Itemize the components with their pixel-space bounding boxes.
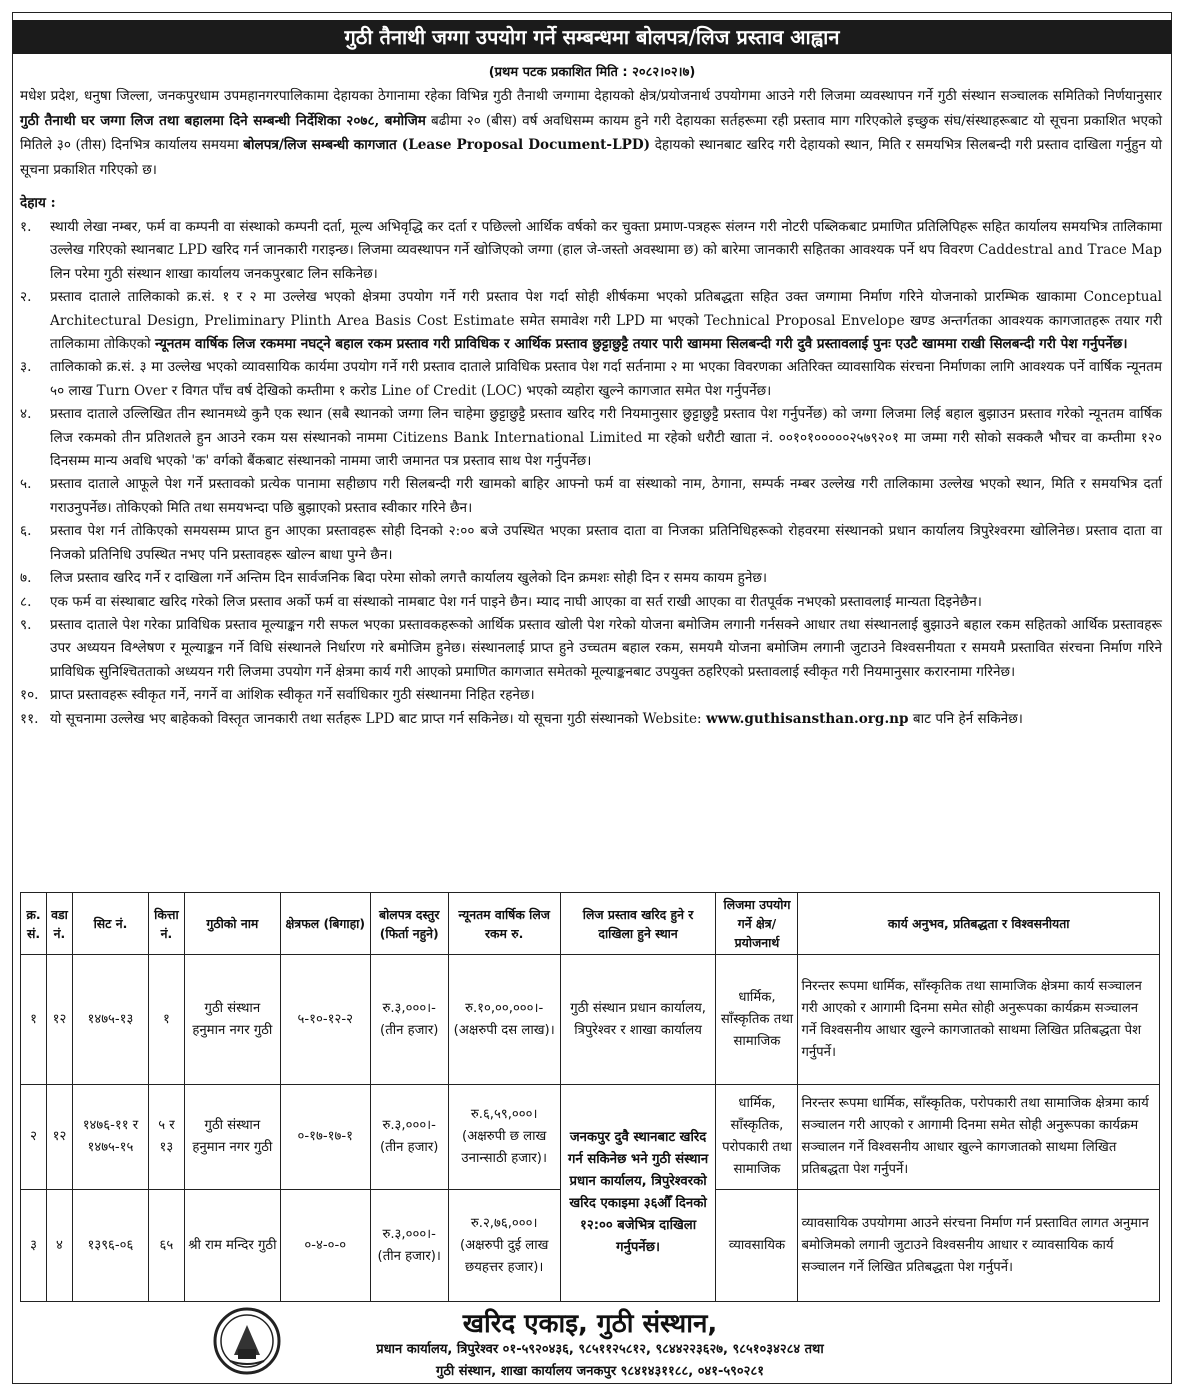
condition-item: १. स्थायी लेखा नम्बर, फर्म वा कम्पनी वा संस्थाको कम्पनी दर्ता, मूल्य अभिवृद्धि कर दर्ता र पछिल्लो आर्थिक वर्षको कर चुक्ता प्रमाण-पत्रहरू संलग्न गरी नोटरी पब्लिकबाट प्रमाणित प्रतिलिपिहरू सहित कार्यालय समयभित्र तालिकामा उल्लेख गरिएको स्थानबाट LPD खरिद गर्न जानकारी गराइन्छ। लिजमा व्यवस्थापन गर्ने खोजिएको जग्गा (हाल जे-जस्तो अवस्थामा छ) को बारेमा जानकारी सहितका आवश्यक पर्ने थप विवरण Caddestral and Trace Map लिन परेमा गुठी संस्थान शाखा कार्यालय जनकपुरबाट लिन सकिनेछ।	[20, 219, 1162, 282]
condition-item: ५. प्रस्ताव दाताले आफूले पेश गर्ने प्रस्तावको प्रत्येक पानामा सहीछाप गरी सिलबन्दी गरी खामको बाहिर आफ्नो फर्म वा संस्थाको नाम, ठेगाना, सम्पर्क नम्बर उल्लेख गरी तालिकामा उल्लेख भएको स्थान, मिति र समयभित्र दर्ता गराउनुपर्नेछ। तोकिएको मिति तथा समयभन्दा पछि बुझाएको प्रस्ताव स्वीकार गरिने छैन।	[20, 476, 1162, 516]
condition-item: ९. प्रस्ताव दाताले पेश गरेका प्राविधिक प्रस्ताव मूल्याङ्कन गरी सफल भएका प्रस्तावकहरूको आर्थिक प्रस्ताव खोली पेश गरेको योजना बमोजिम लगानी गर्नसक्ने आधार तथा संस्थानलाई बुझाउने बहाल रकम सहितको आर्थिक प्रस्तावहरू उपर अध्ययन विश्लेषण र मूल्याङ्कन गर्ने विधि संस्थानले निर्धारण गरे बमोजिम हुनेछ। संस्थानलाई प्राप्त हुने उच्चतम बहाल रकम, समयमै योजना बमोजिम लगानी जुटाउने विश्वसनीयता र समयमै प्रस्तावित संरचना निर्माण गरिने प्राविधिक सुनिश्चितताको अध्ययन गरी लिजमा उपयोग गर्ने क्षेत्रमा कार्य गरी आएको प्रमाणित कागजात समेतको मूल्याङ्कनबाट उपयुक्त ठहरिएको प्रस्तावलाई स्वीकृत गरी नियमानुसार करारनामा गरिनेछ।	[20, 616, 1162, 680]
published-date: (प्रथम पटक प्रकाशित मिति : २०८२।०२।७)	[488, 65, 696, 80]
col-ward: वडा नं.	[46, 893, 72, 955]
footer-contact-2: गुठी संस्थान, शाखा कार्यालय जनकपुर ९८४१४३११८८, ०४१-५९०२८१	[436, 1364, 764, 1379]
condition-item: ६. प्रस्ताव पेश गर्न तोकिएको समयसम्म प्राप्त हुन आएका प्रस्तावहरू सोही दिनको २:०० बजे उपस्थित भएका प्रस्ताव दाता वा निजका प्रतिनिधिहरूको रोहवरमा संस्थानको प्रधान कार्यालय त्रिपुरेश्वरमा खोलिनेछ। प्रस्ताव दाता वा निजको प्रतिनिधि उपस्थित नभए पनि प्रस्तावहरू खोल्न बाधा पुग्ने छैन।	[20, 523, 1162, 563]
col-experience: कार्य अनुभव, प्रतिबद्धता र विश्वसनीयता	[798, 893, 1160, 955]
col-area: क्षेत्रफल (बिगाहा)	[280, 893, 370, 955]
emblem-logo	[212, 1305, 282, 1377]
condition-item: ११. यो सूचनामा उल्लेख भए बाहेकको विस्तृत जानकारी तथा सर्तहरू LPD बाट प्राप्त गर्न सकिनेछ। यो सूचना गुठी संस्थानको Website: www.guthisansthan.org.np बाट पनि हेर्न सकिनेछ।	[20, 710, 1023, 727]
col-sn: क्र. सं.	[21, 893, 47, 955]
col-sheet: सिट नं.	[72, 893, 148, 955]
condition-item: ३. तालिकाको क्र.सं. ३ मा उल्लेख भएको व्यावसायिक कार्यमा उपयोग गर्ने गरी प्रस्ताव दाताले प्राविधिक प्रस्ताव पेश गर्दा सर्तनामा २ मा भएका विवरणका अतिरिक्त व्यावसायिक संरचना निर्माणका लागि आवश्यक पर्ने वार्षिक न्यूनतम ५० लाख Turn Over र विगत पाँच वर्ष देखिको कम्तीमा १ करोड Line of Credit (LOC) भएको व्यहोरा खुल्ने कागजात समेत पेश गर्नुपर्नेछ।	[20, 359, 1162, 399]
intro-paragraph: मधेश प्रदेश, धनुषा जिल्ला, जनकपुरधाम उपमहानगरपालिकामा देहायका ठेगानामा रहेका विभिन्न गुठी तैनाथी जग्गामा देहायको क्षेत्र/प्रयोजनार्थ उपयोगमा आउने गरी लिजमा व्यवस्थापन गर्ने गुठी संस्थान सञ्चालक समितिको निर्णयानुसार गुठी तैनाथी घर जग्गा लिज तथा बहालमा दिने सम्बन्धी निर्देशिका २०७८, बमोजिम बढीमा २० (बीस) वर्ष अवधिसम्म कायम हुने गरी देहायका सर्तहरूमा रही प्रस्ताव माग गरिएकोले इच्छुक संघ/संस्थाहरूबाट यो सूचना प्रकाशित भएको मितिले ३० (तीस) दिनभित्र कार्यालय समयमा बोलपत्र/लिज सम्बन्धी कागजात (Lease Proposal Document-LPD) देहायको स्थानबाट खरिद गरी देहायको स्थान, मिति र समयभित्र सिलबन्दी गरी प्रस्ताव दाखिला गर्नुहुन यो सूचना प्रकाशित गरिएको छ।	[20, 88, 1163, 178]
col-lease: न्यूनतम वार्षिक लिज रकम रु.	[448, 893, 560, 955]
purchase-place-1: गुठी संस्थान प्रधान कार्यालय, त्रिपुरेश्वर र शाखा कार्यालय	[560, 955, 716, 1085]
col-fee: बोलपत्र दस्तुर (फिर्ता नहुने)	[370, 893, 448, 955]
land-table	[20, 892, 1160, 1302]
col-place: लिज प्रस्ताव खरिद हुने र दाखिला हुने स्थान	[560, 893, 716, 955]
footer-org: खरिद एकाइ, गुठी संस्थान,	[462, 1309, 718, 1339]
condition-item: ४. प्रस्ताव दाताले उल्लिखित तीन स्थानमध्ये कुनै एक स्थान (सबै स्थानको जग्गा लिन चाहेमा छुट्टाछुट्टै प्रस्ताव खरिद गरी नियमानुसार छुट्टाछुट्टै प्रस्ताव पेश गर्नुपर्नेछ) को जग्गा लिजमा लिई बहाल बुझाउन प्रस्ताव गरेको न्यूनतम वार्षिक लिज रकमको तीन प्रतिशतले हुन आउने रकम यस संस्थानको नाममा Citizens Bank International Limited मा रहेको धरौटी खाता नं. ००१०१०००००२५७९२०१ मा जम्मा गरी सोको सक्कलै भौचर वा कम्तीमा १२० दिनसम्म मान्य अवधि भएको 'क' वर्गको बैंकबाट संस्थानको नाममा जारी जमानत पत्र प्रस्ताव साथ पेश गर्नुपर्नेछ।	[20, 406, 1162, 470]
website-link: www.guthisansthan.org.np	[705, 710, 909, 727]
col-purpose: लिजमा उपयोग गर्ने क्षेत्र/प्रयोजनार्थ	[716, 893, 798, 955]
condition-item: १०. प्राप्त प्रस्तावहरू स्वीकृत गर्ने, नगर्ने वा आंशिक स्वीकृत गर्ने सर्वाधिकार गुठी संस्थानमा निहित रहनेछ।	[20, 687, 535, 704]
conditions-label: देहाय :	[20, 195, 56, 211]
condition-item: ८. एक फर्म वा संस्थाबाट खरिद गरेको लिज प्रस्ताव अर्को फर्म वा संस्थाको नामबाट पेश गर्न पाइने छैन। म्याद नाघी आएका वा सर्त राखी आएका वा रीतपूर्वक नभएको प्रस्तावलाई मान्यता दिइनेछैन।	[20, 593, 982, 610]
table-row: ३ ४ १३९६-०६ ६५ श्री राम मन्दिर गुठी ०-४-०-० रु.३,०००।- (तीन हजार)। रु.२,७६,०००। (अक्षरुपी दुई लाख छयहत्तर हजार)। व्यावसायिक व्यावसायिक उपयोगमा आउने संरचना निर्माण गर्न प्रस्तावित लागत अनुमान बमोजिमको लगानी जुटाउने विश्वसनीय आधार र व्यावसायिक कार्य सञ्चालन गर्ने लिखित प्रतिबद्धता पेश गर्नुपर्ने।	[21, 1190, 1160, 1302]
conditions-list	[20, 216, 1162, 731]
table-row: २ १२ १४७६-११ र १४७५-१५ ५ र १३ गुठी संस्थान हनुमान नगर गुठी ०-१७-१७-१ रु.३,०००।- (तीन हजार) रु.६,५९,०००। (अक्षरुपी छ लाख उनान्साठी हजार)। जनकपुर दुवै स्थानबाट खरिद गर्न सकिनेछ भने गुठी संस्थान प्रधान कार्यालय, त्रिपुरेश्वरको खरिद एकाइमा ३६औँ दिनको १२:०० बजेभित्र दाखिला गर्नुपर्नेछ। धार्मिक, साँस्कृतिक, परोपकारी तथा सामाजिक निरन्तर रूपमा धार्मिक, साँस्कृतिक, परोपकारी तथा सामाजिक क्षेत्रमा कार्य सञ्चालन गरी आएको र आगामी दिनमा समेत सोही अनुरूपका कार्यक्रम सञ्चालन गर्ने विश्वसनीय आधार खुल्ने कागजातको साथमा लिखित प्रतिबद्धता पेश गर्नुपर्ने।	[21, 1085, 1160, 1190]
condition-item: २. प्रस्ताव दाताले तालिकाको क्र.सं. १ र २ मा उल्लेख भएको क्षेत्रमा उपयोग गर्ने गरी प्रस्ताव पेश गर्दा सोही शीर्षकमा भएको प्रतिबद्धता सहित उक्त जग्गामा निर्माण गरिने योजनाको प्रारम्भिक खाकामा Conceptual Architectural Design, Preliminary Plinth Area Basis Cost Estimate समेत समावेश गरी LPD मा भएको Technical Proposal Envelope खण्ड अन्तर्गतका आवश्यक कागजातहरू तयार गरी तालिकामा तोकिएको न्यूनतम वार्षिक लिज रकममा नघट्ने बहाल रकम प्रस्ताव गरी प्राविधिक र आर्थिक प्रस्ताव छुट्टाछुट्टै तयार पारी खाममा सिलबन्दी गरी दुवै प्रस्तावलाई पुनः एउटै खाममा राखी सिलबन्दी गरी पेश गर्नुपर्नेछ।	[20, 289, 1162, 353]
footer-contact-1: प्रधान कार्यालय, त्रिपुरेश्वर ०१-५९२०४३६, ९८५११२५८१२, ९८४४२२३६२७, ९८५१०३४२८४ तथा	[376, 1342, 824, 1357]
purchase-place-2: जनकपुर दुवै स्थानबाट खरिद गर्न सकिनेछ भने गुठी संस्थान प्रधान कार्यालय, त्रिपुरेश्वरको खरिद एकाइमा ३६औँ दिनको १२:०० बजेभित्र दाखिला गर्नुपर्नेछ।	[560, 1085, 716, 1302]
table-header-row	[21, 893, 1160, 955]
notice-title: गुठी तैनाथी जग्गा उपयोग गर्ने सम्बन्धमा बोलपत्र/लिज प्रस्ताव आह्वान	[12, 20, 1172, 54]
col-name: गुठीको नाम	[184, 893, 280, 955]
condition-item: ७. लिज प्रस्ताव खरिद गर्ने र दाखिला गर्ने अन्तिम दिन सार्वजनिक बिदा परेमा सोको लगत्तै कार्यालय खुलेको दिन क्रमशः सोही दिन र समय कायम हुनेछ।	[20, 570, 768, 587]
table-row: १ १२ १४७५-१३ १ गुठी संस्थान हनुमान नगर गुठी ५-१०-१२-२ रु.३,०००।- (तीन हजार) रु.१०,००,०००।- (अक्षरुपी दस लाख)। गुठी संस्थान प्रधान कार्यालय, त्रिपुरेश्वर र शाखा कार्यालय धार्मिक, साँस्कृतिक तथा सामाजिक निरन्तर रूपमा धार्मिक, साँस्कृतिक तथा सामाजिक क्षेत्रमा कार्य सञ्चालन गरी आएको र आगामी दिनमा समेत सोही अनुरूपका कार्यक्रम सञ्चालन गर्ने विश्वसनीय आधार खुल्ने कागजातको साथमा लिखित प्रतिबद्धता पेश गर्नुपर्ने।	[21, 955, 1160, 1085]
col-kitta: कित्ता नं.	[148, 893, 184, 955]
